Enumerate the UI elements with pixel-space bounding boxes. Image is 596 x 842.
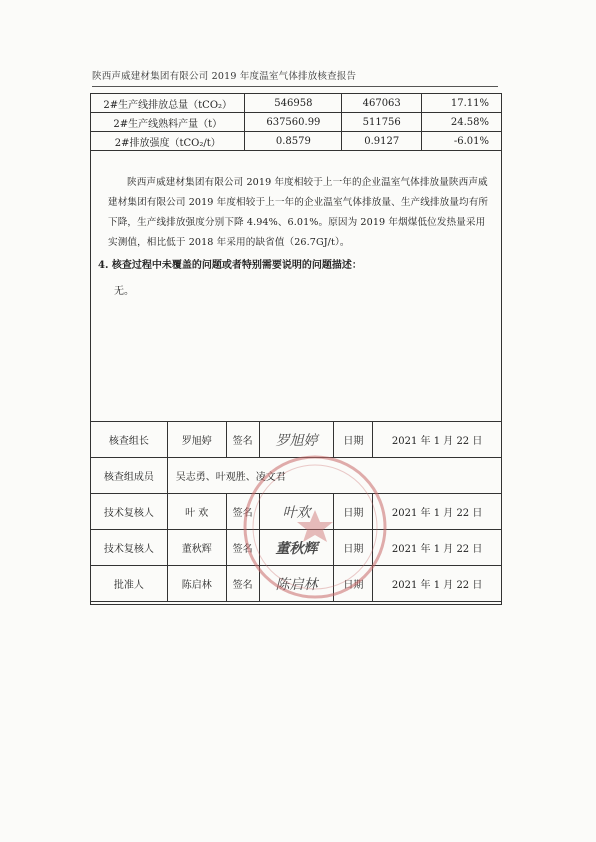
signature-text: 陈启林 — [275, 576, 318, 593]
person-name: 罗旭婷 — [167, 422, 226, 458]
sign-label: 签名 — [226, 530, 259, 566]
value-2018: 0.9127 — [342, 132, 422, 151]
signature — [259, 530, 334, 566]
role-label: 技术复核人 — [91, 494, 168, 530]
person-name: 叶 欢 — [167, 494, 226, 530]
signoff-row — [91, 494, 502, 530]
date-value: 2021 年 1 月 22 日 — [373, 530, 502, 566]
date-label: 日期 — [334, 530, 373, 566]
row-item: 2#生产线熟料产量（t） — [91, 113, 245, 132]
value-2019: 637560.99 — [245, 113, 342, 132]
table-row — [91, 113, 502, 132]
sign-label: 签名 — [226, 422, 259, 458]
value-2018: 511756 — [342, 113, 422, 132]
date-label: 日期 — [334, 494, 373, 530]
sign-label: 签名 — [226, 494, 259, 530]
date-value: 2021 年 1 月 22 日 — [373, 494, 502, 530]
signoff-row — [91, 458, 502, 494]
section-4-content: 无。 — [114, 286, 134, 297]
table-row — [91, 132, 502, 151]
signature-text: 叶欢 — [282, 504, 311, 521]
sign-label: 签名 — [226, 566, 259, 602]
row-item: 2#排放强度（tCO₂/t） — [91, 132, 245, 151]
signature — [259, 422, 334, 458]
signoff-table — [90, 421, 502, 602]
value-2019: 546958 — [245, 94, 342, 113]
signoff-row — [91, 530, 502, 566]
value-2018: 467063 — [342, 94, 422, 113]
value-2019: 0.8579 — [245, 132, 342, 151]
change-rate: 24.58% — [422, 113, 502, 132]
role-label: 核查组成员 — [91, 458, 168, 494]
report-header: 陕西声威建材集团有限公司 2019 年度温室气体排放核查报告 — [92, 68, 498, 87]
role-label: 批准人 — [91, 566, 168, 602]
table-row — [91, 94, 502, 113]
change-rate: 17.11% — [422, 94, 502, 113]
person-name: 董秋辉 — [167, 530, 226, 566]
row-item: 2#生产线排放总量（tCO₂） — [91, 94, 245, 113]
signature — [259, 566, 334, 602]
signoff-row — [91, 566, 502, 602]
date-label: 日期 — [334, 422, 373, 458]
signature — [259, 494, 334, 530]
section-4-heading: 4. 核查过程中未覆盖的问题或者特别需要说明的问题描述： — [98, 260, 362, 271]
role-label: 技术复核人 — [91, 530, 168, 566]
signoff-row — [91, 422, 502, 458]
person-name: 陈启林 — [167, 566, 226, 602]
emissions-comparison-table — [90, 93, 502, 151]
signature-text: 董秋辉 — [275, 540, 318, 557]
date-value: 2021 年 1 月 22 日 — [373, 566, 502, 602]
date-label: 日期 — [334, 566, 373, 602]
analysis-paragraph: 陕西声威建材集团有限公司 2019 年度相较于上一年的企业温室气体排放量陕西声威建材集团有限公司 2019 年度相较于上一年的企业温室气体排放量、生产线排放量均有所下降，生产线排放强度分别下降 4.94%、6.01%。原因为 2019 年烟煤低位发热量采用实测值，相比低于 2018 年采用的缺省值（26.7GJ/t）。 — [108, 177, 489, 248]
change-rate: -6.01% — [422, 132, 502, 151]
role-label: 核查组长 — [91, 422, 168, 458]
date-value: 2021 年 1 月 22 日 — [373, 422, 502, 458]
members-list: 吴志勇、叶观胜、凌文君 — [167, 458, 501, 494]
signature-text: 罗旭婷 — [275, 432, 318, 449]
